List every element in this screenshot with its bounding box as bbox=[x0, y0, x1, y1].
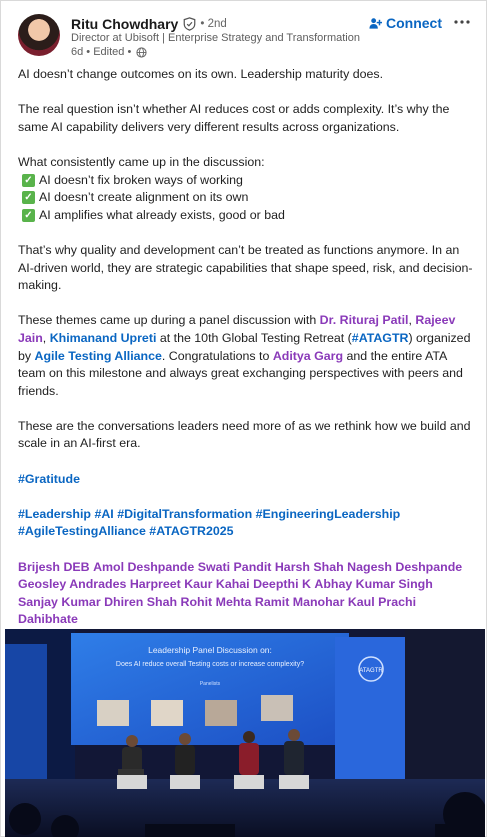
mention-link[interactable]: Sanjay Kumar bbox=[18, 594, 101, 609]
post-meta bbox=[71, 46, 147, 58]
hashtag-line bbox=[18, 506, 473, 541]
mention-link[interactable]: Swati Pandit bbox=[197, 559, 272, 574]
mention-link[interactable]: Deepthi K bbox=[253, 577, 311, 592]
post-paragraph-1: AI doesn’t change outcomes on its own. Leadership maturity does. bbox=[18, 67, 384, 81]
hashtag-link[interactable]: #ATAGTR bbox=[351, 330, 409, 345]
hashtag-link[interactable]: #DigitalTransformation bbox=[117, 506, 253, 521]
mention-link[interactable]: Geosley Andrades bbox=[18, 577, 127, 592]
post-body bbox=[18, 66, 473, 664]
mention-link[interactable]: Khimanand Upreti bbox=[49, 330, 157, 345]
gratitude-hashtag-line bbox=[18, 471, 473, 489]
hashtag-link[interactable]: #Leadership bbox=[18, 506, 91, 521]
hashtag-link[interactable]: #Gratitude bbox=[18, 471, 80, 486]
ellipsis-icon bbox=[454, 20, 470, 24]
mention-line bbox=[18, 559, 473, 629]
check-item: ✓ AI doesn’t create alignment on its own bbox=[18, 189, 473, 207]
author-avatar[interactable] bbox=[18, 14, 60, 56]
event-banner bbox=[335, 637, 405, 787]
screen-subtitle: Panelists bbox=[199, 681, 221, 687]
connect-button[interactable] bbox=[369, 13, 442, 33]
event-photo-illustration bbox=[5, 629, 485, 837]
mention-link[interactable]: Agile Testing Alliance bbox=[34, 348, 162, 363]
check-mark-icon: ✓ bbox=[22, 174, 35, 187]
mention-link[interactable]: Aditya Garg bbox=[272, 348, 344, 363]
event-photo[interactable] bbox=[5, 629, 485, 837]
connect-label: Connect bbox=[386, 15, 442, 31]
post-paragraph-6: These are the conversations leaders need more of as we rethink how we build and scale in an AI-first era. bbox=[18, 418, 471, 451]
post-paragraph-2: The real question isn’t whether AI reduces cost or adds complexity. It’s why the same AI capability delivers very different results across organizations. bbox=[18, 102, 450, 134]
author-headline: Director at Ubisoft | Enterprise Strategy and Transformation bbox=[71, 32, 360, 44]
mention-link[interactable]: Dr. Rituraj Patil bbox=[319, 313, 409, 328]
check-mark-icon: ✓ bbox=[22, 191, 35, 204]
check-item: ✓ AI amplifies what already exists, good or bad bbox=[18, 207, 473, 225]
verified-shield-icon bbox=[183, 17, 196, 31]
mention-link[interactable]: Amol Deshpande bbox=[93, 559, 195, 574]
mention-link[interactable]: Ramit Manohar Kaul bbox=[254, 594, 375, 609]
banner-text: ATAGTR bbox=[359, 668, 383, 674]
mention-link[interactable]: Harpreet Kaur Kahai bbox=[129, 577, 250, 592]
post-paragraph-4: That’s why quality and development can’t be treated as functions anymore. In an AI-driven world, they are strategic capabilities that shape speed, risk, and decision-making. bbox=[18, 242, 473, 293]
mention-link[interactable]: Harsh Shah bbox=[274, 559, 344, 574]
mention-link[interactable]: Prachi Dahibhate bbox=[18, 594, 417, 627]
globe-icon bbox=[136, 47, 147, 58]
more-options-button[interactable] bbox=[451, 13, 473, 31]
mention-link[interactable]: Abhay Kumar Singh bbox=[314, 577, 433, 592]
hashtag-link[interactable]: #AI bbox=[94, 506, 114, 521]
mention-link[interactable]: Dhiren Shah bbox=[104, 594, 178, 609]
hashtag-link[interactable]: #EngineeringLeadership bbox=[255, 506, 401, 521]
check-item: ✓ AI doesn’t fix broken ways of working bbox=[18, 172, 473, 190]
screen-question: Does AI reduce overall Testing costs or increase complexity? bbox=[115, 661, 305, 668]
post-paragraph-3: What consistently came up in the discussion: bbox=[18, 154, 265, 169]
author-row bbox=[71, 15, 227, 33]
hashtag-link[interactable]: #AgileTestingAlliance bbox=[18, 524, 146, 539]
post-time: 6d • Edited • bbox=[71, 46, 132, 58]
hashtag-link[interactable]: #ATAGTR2025 bbox=[149, 524, 234, 539]
mention-link[interactable]: Brijesh DEB bbox=[18, 559, 90, 574]
check-mark-icon: ✓ bbox=[22, 209, 35, 222]
mention-link[interactable]: Rohit Mehta bbox=[180, 594, 252, 609]
author-name[interactable]: Ritu Chowdhary bbox=[71, 16, 179, 32]
screen-title: Leadership Panel Discussion on: bbox=[148, 645, 272, 655]
mention-link[interactable]: Rajeev Jain bbox=[18, 313, 456, 345]
mention-link[interactable]: Nagesh Deshpande bbox=[347, 559, 463, 574]
add-person-icon bbox=[369, 17, 382, 30]
post-paragraph-5: These themes came up during a panel discussion with Dr. Rituraj Patil, Rajeev Jain, Khimanand Upreti at the 10th Global Testing Retreat (#ATAGTR) organized by Agile Testing Alliance. Congratulations to Aditya Garg and the entire ATA team on this milestone and always great exchanging perspectives with peers and friends. bbox=[18, 313, 471, 398]
connection-degree: • 2nd bbox=[200, 18, 227, 30]
